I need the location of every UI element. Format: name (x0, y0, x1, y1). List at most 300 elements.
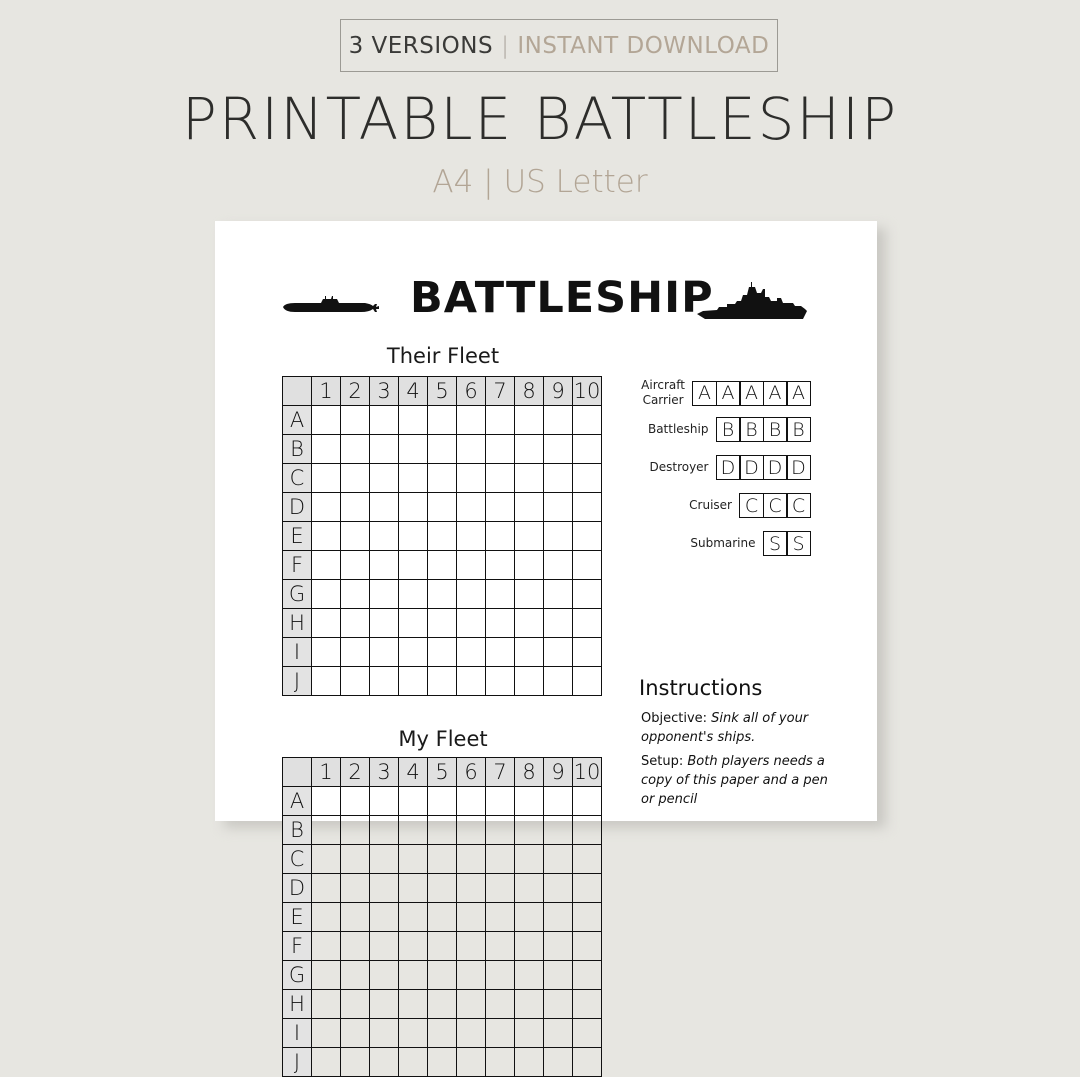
my-fleet-grid-cell (544, 845, 573, 874)
my-fleet-grid-cell (399, 787, 428, 816)
their-fleet-grid-cell (399, 609, 428, 638)
objective-label: Objective: (641, 711, 708, 726)
their-fleet-grid-cell (312, 435, 341, 464)
my-fleet-grid-cell (544, 1048, 573, 1077)
their-fleet-grid-cell (486, 435, 515, 464)
their-fleet-grid-cell (515, 464, 544, 493)
my-fleet-row-header: G (283, 961, 312, 990)
my-fleet-grid-cell (544, 990, 573, 1019)
their-fleet-corner-cell (283, 377, 312, 406)
my-fleet-grid-cell (457, 990, 486, 1019)
their-fleet-grid-row (283, 522, 602, 551)
my-fleet-grid-cell (370, 990, 399, 1019)
their-fleet-grid-cell (312, 638, 341, 667)
my-fleet-grid-cell (486, 874, 515, 903)
ship-legend-row (690, 531, 811, 556)
their-fleet-label: Their Fleet (386, 344, 500, 368)
their-fleet-grid-cell (399, 580, 428, 609)
their-fleet-grid-cell (573, 580, 602, 609)
ship-cell: A (739, 381, 764, 406)
their-fleet-grid (282, 376, 602, 696)
format-subtitle: A4 | US Letter (432, 164, 648, 200)
my-fleet-grid-cell (486, 1019, 515, 1048)
their-fleet-grid-cell (457, 435, 486, 464)
their-fleet-column-header: 2 (341, 377, 370, 406)
download-label: INSTANT DOWNLOAD (517, 32, 770, 59)
my-fleet-grid-cell (515, 990, 544, 1019)
my-fleet-grid-row (283, 874, 602, 903)
my-fleet-grid-cell (486, 903, 515, 932)
my-fleet-grid-cell (370, 1019, 399, 1048)
my-fleet-grid-cell (573, 874, 602, 903)
my-fleet-grid-cell (428, 961, 457, 990)
ship-cell: D (716, 455, 741, 480)
their-fleet-row-header: C (283, 464, 312, 493)
their-fleet-grid-cell (573, 406, 602, 435)
their-fleet-grid-cell (573, 435, 602, 464)
their-fleet-grid-cell (515, 667, 544, 696)
ship-cells (692, 381, 811, 406)
my-fleet-column-header: 5 (428, 758, 457, 787)
their-fleet-grid-cell (341, 406, 370, 435)
their-fleet-grid-cell (515, 493, 544, 522)
their-fleet-grid-cell (428, 464, 457, 493)
my-fleet-grid-cell (399, 903, 428, 932)
my-fleet-grid-cell (486, 932, 515, 961)
ship-cell: A (786, 381, 811, 406)
their-fleet-column-header: 3 (370, 377, 399, 406)
my-fleet-grid-cell (428, 903, 457, 932)
my-fleet-grid-cell (428, 1048, 457, 1077)
their-fleet-grid-cell (544, 493, 573, 522)
my-fleet-grid-cell (544, 787, 573, 816)
their-fleet-grid-cell (515, 638, 544, 667)
my-fleet-grid-cell (457, 903, 486, 932)
my-fleet-grid-cell (341, 903, 370, 932)
my-fleet-column-header: 1 (312, 758, 341, 787)
their-fleet-grid-cell (544, 406, 573, 435)
their-fleet-grid-row (283, 609, 602, 638)
their-fleet-grid-cell (399, 638, 428, 667)
their-fleet-row-header: A (283, 406, 312, 435)
their-fleet-grid-cell (544, 638, 573, 667)
their-fleet-grid-cell (457, 667, 486, 696)
their-fleet-grid-cell (312, 609, 341, 638)
their-fleet-grid-row (283, 667, 602, 696)
my-fleet-grid-cell (573, 787, 602, 816)
my-fleet-grid-cell (544, 932, 573, 961)
ship-legend-row (648, 417, 811, 442)
version-badge (340, 19, 778, 72)
my-fleet-column-header: 7 (486, 758, 515, 787)
my-fleet-grid-row (283, 1019, 602, 1048)
their-fleet-grid-cell (312, 406, 341, 435)
my-fleet-grid-cell (341, 816, 370, 845)
their-fleet-grid-cell (399, 551, 428, 580)
ship-legend-row (641, 378, 811, 408)
my-fleet-grid-cell (370, 816, 399, 845)
my-fleet-grid-cell (457, 1019, 486, 1048)
my-fleet-grid-row (283, 932, 602, 961)
their-fleet-grid-cell (341, 609, 370, 638)
their-fleet-grid-cell (573, 638, 602, 667)
their-fleet-grid-cell (573, 551, 602, 580)
their-fleet-grid-cell (515, 609, 544, 638)
their-fleet-grid-cell (370, 493, 399, 522)
my-fleet-grid-cell (544, 816, 573, 845)
their-fleet-grid-cell (515, 406, 544, 435)
my-fleet-grid-cell (312, 1048, 341, 1077)
their-fleet-grid-cell (341, 493, 370, 522)
my-fleet-grid-cell (544, 961, 573, 990)
my-fleet-grid-cell (399, 961, 428, 990)
ship-name: Cruiser (689, 498, 732, 512)
my-fleet-column-header: 3 (370, 758, 399, 787)
their-fleet-header-row (283, 377, 602, 406)
their-fleet-grid-cell (457, 406, 486, 435)
their-fleet-grid-cell (486, 493, 515, 522)
badge-separator: | (501, 32, 510, 59)
their-fleet-row-header: E (283, 522, 312, 551)
their-fleet-grid-cell (370, 522, 399, 551)
my-fleet-column-header: 2 (341, 758, 370, 787)
my-fleet-corner-cell (283, 758, 312, 787)
their-fleet-grid-cell (457, 551, 486, 580)
their-fleet-grid-cell (486, 464, 515, 493)
their-fleet-grid-cell (428, 551, 457, 580)
their-fleet-grid-cell (515, 522, 544, 551)
my-fleet-grid-row (283, 903, 602, 932)
ship-cell: D (739, 455, 764, 480)
my-fleet-grid-cell (573, 1048, 602, 1077)
ship-cell: B (786, 417, 811, 442)
their-fleet-grid-cell (399, 522, 428, 551)
their-fleet-grid-cell (341, 580, 370, 609)
their-fleet-grid-cell (544, 435, 573, 464)
my-fleet-grid-cell (341, 874, 370, 903)
their-fleet-grid-cell (573, 522, 602, 551)
my-fleet-grid-cell (312, 816, 341, 845)
my-fleet-grid-cell (312, 990, 341, 1019)
their-fleet-grid-cell (341, 464, 370, 493)
their-fleet-grid-cell (428, 435, 457, 464)
their-fleet-grid-cell (370, 667, 399, 696)
printable-sheet (215, 221, 877, 1074)
their-fleet-column-header: 1 (312, 377, 341, 406)
their-fleet-grid-cell (341, 435, 370, 464)
their-fleet-grid-cell (486, 609, 515, 638)
my-fleet-grid-cell (370, 961, 399, 990)
ship-cells (763, 531, 812, 556)
my-fleet-grid-cell (457, 845, 486, 874)
my-fleet-grid (282, 757, 602, 1077)
my-fleet-grid-cell (341, 1048, 370, 1077)
their-fleet-column-header: 9 (544, 377, 573, 406)
my-fleet-grid-cell (457, 787, 486, 816)
my-fleet-grid-cell (486, 1048, 515, 1077)
submarine-icon (281, 293, 381, 315)
objective-body: Sink all of your opponent's ships. (641, 711, 809, 745)
my-fleet-grid-cell (428, 845, 457, 874)
their-fleet-column-header: 7 (486, 377, 515, 406)
their-fleet-column-header: 5 (428, 377, 457, 406)
warship-icon (697, 279, 807, 324)
setup-text (641, 752, 841, 809)
my-fleet-grid-cell (573, 961, 602, 990)
my-fleet-grid-cell (312, 1019, 341, 1048)
their-fleet-grid-cell (312, 493, 341, 522)
ship-cell: C (739, 493, 764, 518)
my-fleet-grid-cell (341, 787, 370, 816)
their-fleet-grid-cell (428, 580, 457, 609)
my-fleet-grid-cell (544, 1019, 573, 1048)
my-fleet-grid-cell (399, 990, 428, 1019)
their-fleet-grid-cell (312, 551, 341, 580)
my-fleet-grid-cell (486, 961, 515, 990)
ship-cell: D (763, 455, 788, 480)
my-fleet-grid-cell (573, 990, 602, 1019)
their-fleet-grid-cell (428, 667, 457, 696)
their-fleet-row-header: J (283, 667, 312, 696)
my-fleet-grid-cell (515, 816, 544, 845)
my-fleet-row-header: F (283, 932, 312, 961)
their-fleet-grid-row (283, 493, 602, 522)
their-fleet-grid-cell (341, 522, 370, 551)
their-fleet-grid-row (283, 638, 602, 667)
their-fleet-grid-cell (312, 464, 341, 493)
their-fleet-grid-cell (486, 406, 515, 435)
my-fleet-grid-cell (573, 1019, 602, 1048)
my-fleet-grid-cell (515, 1048, 544, 1077)
my-fleet-grid-cell (399, 1019, 428, 1048)
my-fleet-grid-row (283, 845, 602, 874)
page-title: PRINTABLE BATTLESHIP (181, 85, 899, 153)
my-fleet-grid-cell (399, 874, 428, 903)
my-fleet-grid-cell (515, 903, 544, 932)
their-fleet-grid-cell (370, 580, 399, 609)
their-fleet-grid-cell (370, 551, 399, 580)
their-fleet-grid-cell (515, 551, 544, 580)
my-fleet-grid-cell (573, 932, 602, 961)
my-fleet-grid-cell (573, 903, 602, 932)
their-fleet-grid-cell (486, 580, 515, 609)
my-fleet-grid-cell (428, 932, 457, 961)
ship-cell: S (763, 531, 788, 556)
their-fleet-grid-cell (544, 464, 573, 493)
their-fleet-grid-cell (370, 464, 399, 493)
my-fleet-column-header: 6 (457, 758, 486, 787)
my-fleet-grid-cell (573, 845, 602, 874)
my-fleet-grid-row (283, 1048, 602, 1077)
their-fleet-grid-row (283, 580, 602, 609)
their-fleet-column-header: 10 (573, 377, 602, 406)
ship-legend-row (649, 455, 811, 480)
their-fleet-grid-cell (399, 464, 428, 493)
my-fleet-grid-cell (399, 932, 428, 961)
their-fleet-grid-cell (341, 551, 370, 580)
their-fleet-grid-cell (544, 522, 573, 551)
ship-cells (739, 493, 811, 518)
their-fleet-grid-row (283, 435, 602, 464)
my-fleet-grid-cell (312, 845, 341, 874)
their-fleet-grid-cell (428, 638, 457, 667)
my-fleet-row-header: I (283, 1019, 312, 1048)
their-fleet-grid-cell (428, 406, 457, 435)
ship-cell: A (716, 381, 741, 406)
their-fleet-grid-cell (544, 580, 573, 609)
my-fleet-column-header: 8 (515, 758, 544, 787)
their-fleet-grid-cell (341, 667, 370, 696)
their-fleet-grid-cell (428, 609, 457, 638)
ship-cell: C (763, 493, 788, 518)
my-fleet-grid-cell (457, 932, 486, 961)
my-fleet-grid-cell (515, 932, 544, 961)
my-fleet-grid-cell (457, 961, 486, 990)
my-fleet-grid-cell (515, 1019, 544, 1048)
my-fleet-grid-cell (457, 874, 486, 903)
my-fleet-column-header: 4 (399, 758, 428, 787)
my-fleet-column-header: 10 (573, 758, 602, 787)
my-fleet-grid-cell (544, 874, 573, 903)
my-fleet-grid-cell (370, 845, 399, 874)
their-fleet-grid-cell (399, 406, 428, 435)
my-fleet-grid-cell (457, 1048, 486, 1077)
my-fleet-grid-cell (370, 903, 399, 932)
their-fleet-grid-cell (457, 493, 486, 522)
sheet-title: BATTLESHIP (410, 273, 714, 323)
their-fleet-column-header: 4 (399, 377, 428, 406)
their-fleet-row-header: I (283, 638, 312, 667)
setup-body: Both players needs a copy of this paper and a pen or pencil (641, 754, 828, 807)
ship-name: Aircraft Carrier (641, 378, 685, 407)
my-fleet-label: My Fleet (398, 727, 488, 751)
my-fleet-grid-cell (370, 787, 399, 816)
their-fleet-grid-cell (312, 580, 341, 609)
their-fleet-grid-cell (544, 609, 573, 638)
objective-text (641, 709, 841, 747)
their-fleet-column-header: 8 (515, 377, 544, 406)
my-fleet-grid-cell (428, 787, 457, 816)
ship-cell: S (786, 531, 811, 556)
their-fleet-grid-cell (515, 435, 544, 464)
their-fleet-grid-cell (457, 609, 486, 638)
their-fleet-grid-cell (312, 667, 341, 696)
my-fleet-grid-cell (515, 787, 544, 816)
ship-name: Battleship (647, 422, 709, 436)
versions-label: 3 VERSIONS (348, 32, 494, 59)
my-fleet-grid-cell (341, 932, 370, 961)
my-fleet-row-header: A (283, 787, 312, 816)
my-fleet-row-header: C (283, 845, 312, 874)
ship-cell: A (763, 381, 788, 406)
my-fleet-grid-cell (399, 1048, 428, 1077)
their-fleet-grid-cell (457, 464, 486, 493)
their-fleet-grid-cell (457, 638, 486, 667)
my-fleet-grid-cell (428, 1019, 457, 1048)
their-fleet-grid-cell (457, 522, 486, 551)
ship-cell: B (716, 417, 741, 442)
their-fleet-grid-cell (486, 667, 515, 696)
ship-cell: B (739, 417, 764, 442)
my-fleet-grid-row (283, 990, 602, 1019)
their-fleet-grid-cell (370, 406, 399, 435)
my-fleet-grid-cell (486, 845, 515, 874)
my-fleet-grid-cell (515, 961, 544, 990)
ship-cells (716, 417, 812, 442)
their-fleet-grid-row (283, 464, 602, 493)
my-fleet-grid-cell (573, 816, 602, 845)
their-fleet-grid-cell (399, 493, 428, 522)
my-fleet-grid-cell (341, 990, 370, 1019)
ship-cell: A (692, 381, 717, 406)
their-fleet-grid-cell (544, 667, 573, 696)
ship-cell: B (763, 417, 788, 442)
my-fleet-grid-cell (341, 1019, 370, 1048)
my-fleet-grid-cell (341, 845, 370, 874)
their-fleet-grid-row (283, 551, 602, 580)
my-fleet-grid-cell (370, 1048, 399, 1077)
their-fleet-grid-cell (573, 667, 602, 696)
their-fleet-grid-row (283, 406, 602, 435)
ship-name: Destroyer (649, 460, 709, 474)
their-fleet-grid-cell (486, 522, 515, 551)
my-fleet-grid-cell (544, 903, 573, 932)
their-fleet-grid-cell (370, 435, 399, 464)
their-fleet-row-header: D (283, 493, 312, 522)
their-fleet-grid-cell (457, 580, 486, 609)
their-fleet-grid-cell (486, 638, 515, 667)
ship-cells (716, 455, 812, 480)
my-fleet-grid-row (283, 961, 602, 990)
my-fleet-grid-cell (312, 932, 341, 961)
my-fleet-grid-cell (399, 845, 428, 874)
their-fleet-grid-cell (515, 580, 544, 609)
my-fleet-grid-cell (428, 816, 457, 845)
my-fleet-grid-cell (428, 874, 457, 903)
my-fleet-grid-cell (428, 990, 457, 1019)
my-fleet-grid-cell (370, 932, 399, 961)
their-fleet-row-header: G (283, 580, 312, 609)
their-fleet-grid-cell (370, 638, 399, 667)
my-fleet-grid-cell (312, 787, 341, 816)
my-fleet-row-header: D (283, 874, 312, 903)
their-fleet-grid-cell (370, 609, 399, 638)
my-fleet-grid-cell (370, 874, 399, 903)
their-fleet-grid-cell (573, 464, 602, 493)
instructions-title: Instructions (639, 676, 763, 700)
their-fleet-grid-cell (399, 667, 428, 696)
their-fleet-grid-cell (573, 609, 602, 638)
my-fleet-grid-cell (486, 816, 515, 845)
my-fleet-grid-cell (515, 874, 544, 903)
my-fleet-grid-cell (486, 787, 515, 816)
my-fleet-grid-cell (486, 990, 515, 1019)
my-fleet-column-header: 9 (544, 758, 573, 787)
their-fleet-grid-cell (573, 493, 602, 522)
ship-cell: D (786, 455, 811, 480)
my-fleet-grid-cell (341, 961, 370, 990)
my-fleet-grid-cell (515, 845, 544, 874)
my-fleet-row-header: E (283, 903, 312, 932)
my-fleet-grid-cell (312, 961, 341, 990)
their-fleet-row-header: H (283, 609, 312, 638)
my-fleet-grid-cell (312, 874, 341, 903)
their-fleet-grid-cell (312, 522, 341, 551)
their-fleet-grid-cell (428, 493, 457, 522)
my-fleet-grid-row (283, 787, 602, 816)
their-fleet-grid-cell (428, 522, 457, 551)
ship-cell: C (786, 493, 811, 518)
